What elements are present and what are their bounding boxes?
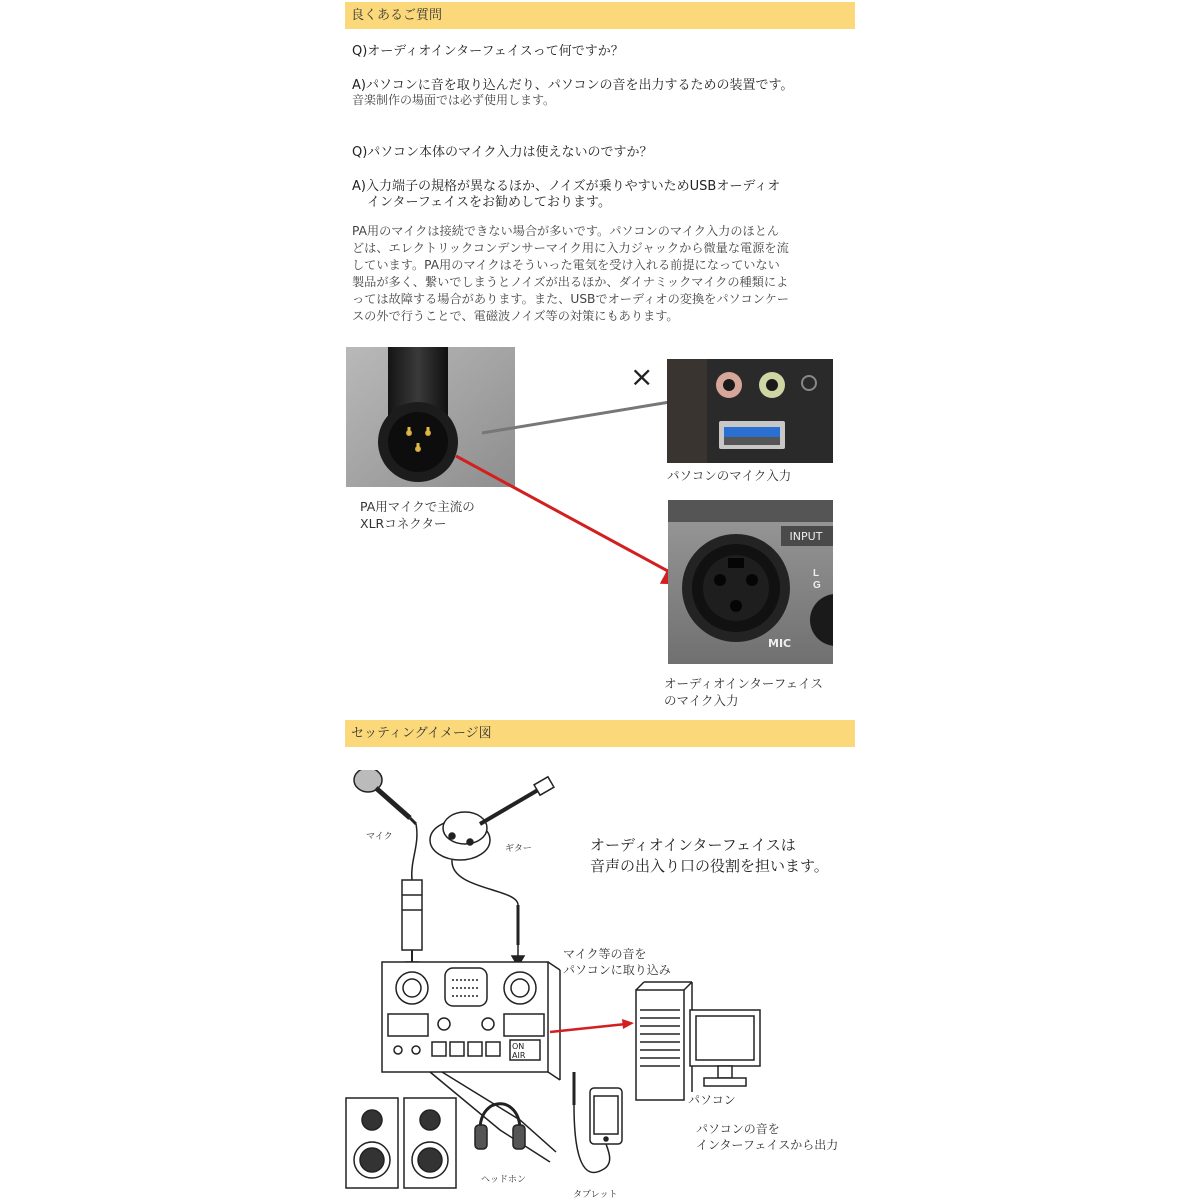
- note-in-line: マイク等の音を: [563, 947, 647, 961]
- question-1: Q)オーディオインターフェイスって何ですか？: [352, 44, 624, 59]
- note-in-line: パソコンに取り込み: [563, 963, 671, 977]
- svg-text:G: G: [813, 580, 821, 591]
- explanation-line: っては故障する場合があります。また、USBでオーディオの変換をパソコンケー: [352, 292, 789, 306]
- interface-caption-line: のマイク入力: [664, 693, 739, 708]
- explanation-line: スの外で行うことで、電磁波ノイズ等の対策にもあります。: [352, 309, 679, 323]
- pc-mic-caption: パソコンのマイク入力: [667, 468, 792, 483]
- answer-1-line-2: 音楽制作の場面では必ず使用します。: [352, 93, 556, 107]
- setting-header: セッティングイメージ図: [345, 720, 855, 747]
- explanation-line: どは、エレクトリックコンデンサーマイク用に入力ジャックから微量な電源を流: [352, 241, 789, 255]
- label-headphone: ヘッドホン: [481, 1175, 527, 1185]
- question-2: Q)パソコン本体のマイク入力は使えないのですか？: [352, 145, 653, 160]
- interface-caption-line: オーディオインターフェイス: [664, 676, 824, 691]
- main-note-line: 音声の出入り口の役割を担います。: [590, 857, 829, 875]
- input-label: INPUT: [782, 529, 830, 545]
- label-guitar: ギター: [505, 844, 532, 854]
- label-mic: マイク: [366, 832, 393, 842]
- main-note-line: オーディオインターフェイスは: [590, 836, 796, 854]
- faq-header: 良くあるご質問: [345, 2, 855, 29]
- red-arrow: [450, 450, 700, 590]
- note-out-line: パソコンの音を: [696, 1122, 780, 1136]
- cross-mark: ×: [630, 360, 654, 393]
- label-pc: パソコン: [688, 1093, 736, 1107]
- svg-text:L: L: [813, 568, 820, 579]
- mic-label: MIC: [768, 637, 792, 650]
- note-out: [696, 1121, 838, 1153]
- interface-caption: [664, 675, 823, 709]
- xlr-caption-line: XLRコネクター: [360, 516, 447, 531]
- label-tablet: タブレット: [573, 1190, 618, 1200]
- note-in: [563, 946, 671, 978]
- xlr-caption-line: PA用マイクで主流の: [360, 499, 475, 514]
- on-air-line: AIR: [512, 1051, 526, 1060]
- on-air-label: [512, 1042, 525, 1060]
- interface-input-photo: [668, 500, 833, 664]
- explanation-paragraph: [352, 223, 842, 325]
- main-note: [590, 835, 829, 877]
- answer-2-line-1: A)入力端子の規格が異なるほか、ノイズが乗りやすいためUSBオーディオ: [352, 179, 781, 194]
- answer-2-line-2: インターフェイスをお勧めしております。: [367, 195, 612, 210]
- pc-mic-jack-photo: [667, 359, 833, 463]
- answer-1-line-1: A)パソコンに音を取り込んだり、パソコンの音を出力するための装置です。: [352, 78, 794, 93]
- explanation-line: PA用のマイクは接続できない場合が多いです。パソコンのマイク入力のほとん: [352, 224, 780, 238]
- pc-connection-line: [480, 395, 680, 440]
- note-out-line: インターフェイスから出力: [696, 1138, 839, 1152]
- explanation-line: 製品が多く、繋いでしまうとノイズが出るほか、ダイナミックマイクの種類によ: [352, 275, 789, 289]
- explanation-line: しています。PA用のマイクはそういった電気を受け入れる前提になっていない: [352, 258, 780, 272]
- on-air-line: ON: [512, 1042, 525, 1051]
